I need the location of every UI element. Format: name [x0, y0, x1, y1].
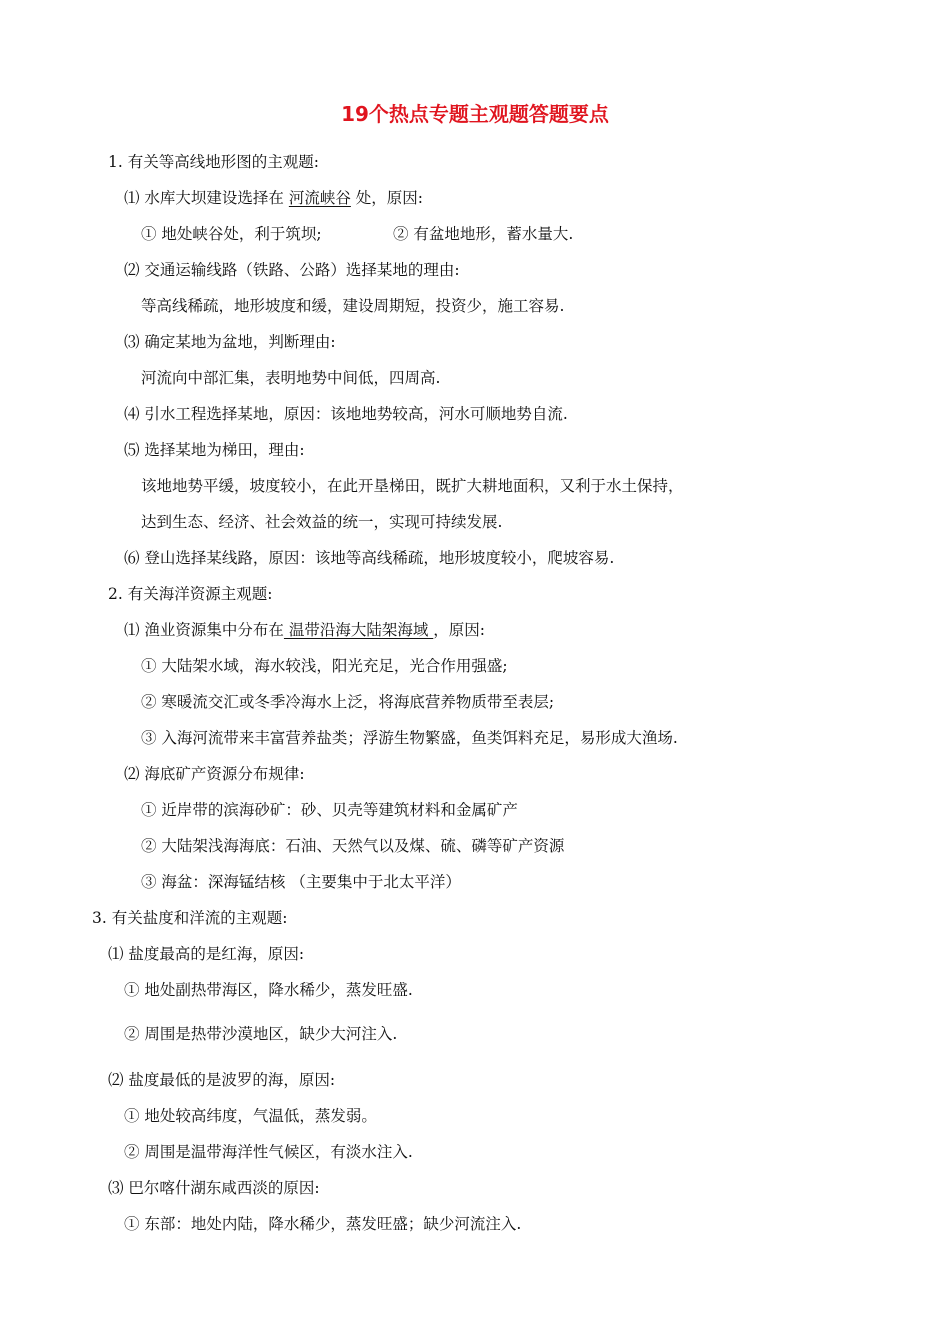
s2-item-1-post: ，原因:: [433, 621, 486, 639]
s2-item-2-rule-a: ① 近岸带的滨海砂矿：砂、贝壳等建筑材料和金属矿产: [141, 801, 518, 819]
s3-item-3: ⑶ 巴尔喀什湖东咸西淡的原因:: [108, 1179, 320, 1197]
s2-item-1-pre: ⑴ 渔业资源集中分布在: [124, 621, 284, 639]
s2-item-2-rule-b: ② 大陆架浅海海底：石油、天然气以及煤、硫、磷等矿产资源: [141, 837, 565, 855]
s1-item-1: [124, 187, 423, 209]
s1-item-4: ⑷ 引水工程选择某地，原因：该地地势较高，河水可顺地势自流.: [124, 405, 568, 423]
s1-item-5-reason-b: 达到生态、经济、社会效益的统一，实现可持续发展.: [141, 513, 503, 531]
s1-item-6: ⑹ 登山选择某线路，原因：该地等高线稀疏，地形坡度较小，爬坡容易.: [124, 549, 615, 567]
s1-item-3-reason: 河流向中部汇集，表明地势中间低，四周高.: [141, 369, 441, 387]
s1-item-1-underlined: 河流峡谷: [288, 189, 351, 207]
s1-item-2: ⑵ 交通运输线路（铁路、公路）选择某地的理由:: [124, 261, 460, 279]
s3-item-1-reason-b: ② 周围是热带沙漠地区，缺少大河注入.: [124, 1025, 398, 1043]
s2-item-1-underlined: 温带沿海大陆架海域: [283, 621, 434, 639]
s3-item-1: ⑴ 盐度最高的是红海，原因:: [108, 945, 305, 963]
s1-item-1-post: 处，原因:: [350, 189, 424, 207]
s3-item-2-reason-a: ① 地处较高纬度，气温低，蒸发弱。: [124, 1107, 377, 1125]
s2-item-1: [124, 619, 485, 641]
s1-item-3: ⑶ 确定某地为盆地，判断理由:: [124, 333, 336, 351]
s3-item-3-reason-a: ① 东部：地处内陆，降水稀少，蒸发旺盛；缺少河流注入.: [124, 1215, 522, 1233]
section-2-heading: 2. 有关海洋资源主观题:: [108, 585, 273, 603]
s2-item-1-reason-a: ① 大陆架水域，海水较浅，阳光充足，光合作用强盛;: [141, 657, 508, 675]
s3-item-1-reason-a: ① 地处副热带海区，降水稀少，蒸发旺盛.: [124, 981, 413, 999]
section-3-heading: 3. 有关盐度和洋流的主观题:: [92, 909, 288, 927]
s1-item-5: ⑸ 选择某地为梯田，理由:: [124, 441, 305, 459]
section-1-heading: 1. 有关等高线地形图的主观题:: [108, 153, 319, 171]
s3-item-2: ⑵ 盐度最低的是波罗的海，原因:: [108, 1071, 336, 1089]
s1-item-1-reason-a: ① 地处峡谷处，利于筑坝;: [141, 225, 322, 243]
s3-item-2-reason-b: ② 周围是温带海洋性气候区，有淡水注入.: [124, 1143, 413, 1161]
page-title: 19个热点专题主观题答题要点: [341, 102, 609, 126]
s1-item-1-pre: ⑴ 水库大坝建设选择在: [124, 189, 289, 207]
s2-item-2: ⑵ 海底矿产资源分布规律:: [124, 765, 305, 783]
s1-item-2-reason: 等高线稀疏，地形坡度和缓，建设周期短，投资少，施工容易.: [141, 297, 565, 315]
s2-item-1-reason-b: ② 寒暖流交汇或冬季冷海水上泛，将海底营养物质带至表层;: [141, 693, 555, 711]
s1-item-1-reason-b: ② 有盆地地形，蓄水量大.: [393, 225, 574, 243]
s2-item-2-rule-c: ③ 海盆：深海锰结核 （主要集中于北太平洋）: [141, 873, 461, 891]
s2-item-1-reason-c: ③ 入海河流带来丰富营养盐类；浮游生物繁盛，鱼类饵料充足，易形成大渔场.: [141, 729, 678, 747]
s1-item-5-reason-a: 该地地势平缓，坡度较小，在此开垦梯田，既扩大耕地面积，又利于水土保持，: [141, 477, 684, 495]
